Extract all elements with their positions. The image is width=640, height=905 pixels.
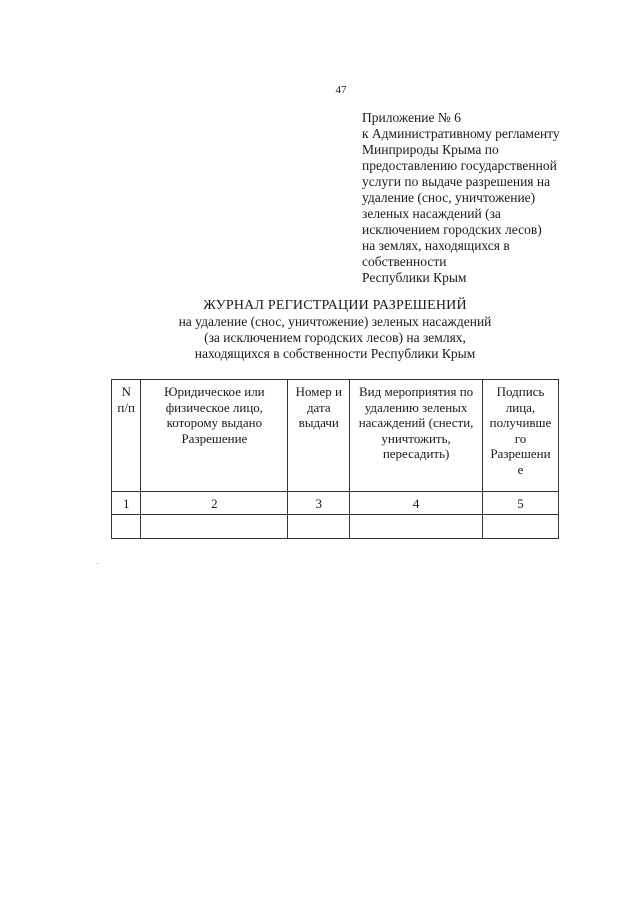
header-line: дата (306, 399, 331, 415)
header-line: го (514, 430, 527, 446)
journal-heading (110, 298, 560, 362)
empty-cell (288, 515, 350, 539)
appendix-line: предоставлению государственной (362, 158, 557, 173)
header-line: получивше (489, 415, 552, 430)
header-line: удалению зеленых (364, 399, 468, 415)
header-line: лица, (505, 399, 536, 415)
empty-cell (141, 515, 288, 539)
empty-cell (350, 515, 483, 539)
journal-subtitle-line: на удаление (снос, уничтожение) зеленых насаждений (178, 314, 492, 329)
appendix-line: зеленых насаждений (за (362, 206, 501, 221)
column-number-row (112, 492, 559, 515)
appendix-line: удаление (снос, уничтожение) (362, 190, 536, 205)
empty-cell (482, 515, 558, 539)
header-line: Номер и (295, 384, 342, 399)
appendix-line: собственности (362, 254, 447, 269)
header-cell-person (141, 380, 288, 492)
appendix-line: услуги по выдаче разрешения на (362, 174, 551, 189)
header-line: Разрешение (181, 430, 248, 446)
header-line: е (517, 461, 524, 477)
header-line: Вид мероприятия по (358, 384, 474, 399)
header-line: пересадить) (382, 446, 450, 461)
header-line: насаждений (снести, (358, 415, 474, 430)
column-number-cell: 5 (482, 492, 558, 515)
header-cell-activity (350, 380, 483, 492)
header-line: Подпись (496, 384, 545, 399)
page-number: 47 (335, 84, 347, 96)
header-cell-issue (288, 380, 350, 492)
appendix-line: исключением городских лесов) (362, 222, 542, 237)
header-line: Разрешени (490, 446, 551, 461)
column-number-cell: 4 (350, 492, 483, 515)
header-line: N (121, 384, 131, 399)
appendix-block (362, 110, 602, 286)
header-line: Юридическое или (164, 384, 265, 399)
column-number-cell: 2 (141, 492, 288, 515)
empty-cell (112, 515, 141, 539)
header-line: которому выдано (166, 415, 263, 430)
appendix-line: Республики Крым (362, 270, 467, 285)
header-cell-signature (482, 380, 558, 492)
appendix-line: на землях, находящихся в (362, 238, 510, 253)
header-cell-number (112, 380, 141, 492)
column-number-cell: 3 (288, 492, 350, 515)
journal-subtitle-line: находящихся в собственности Республики Крым (194, 346, 476, 361)
scan-speck (97, 563, 98, 564)
appendix-line: к Административному регламенту (362, 126, 560, 141)
table-header-row (112, 380, 559, 492)
journal-title: ЖУРНАЛ РЕГИСТРАЦИИ РАЗРЕШЕНИЙ (203, 298, 467, 313)
empty-entry-row (112, 515, 559, 539)
column-number-cell: 1 (112, 492, 141, 515)
registration-table (111, 379, 559, 539)
header-line: уничтожить, (381, 430, 451, 446)
header-line: п/п (117, 399, 135, 415)
appendix-line: Приложение № 6 (362, 110, 461, 125)
header-line: выдачи (298, 415, 339, 430)
appendix-line: Минприроды Крыма по (362, 142, 499, 157)
journal-subtitle-line: (за исключением городских лесов) на землях, (204, 330, 466, 345)
header-line: физическое лицо, (165, 399, 264, 415)
